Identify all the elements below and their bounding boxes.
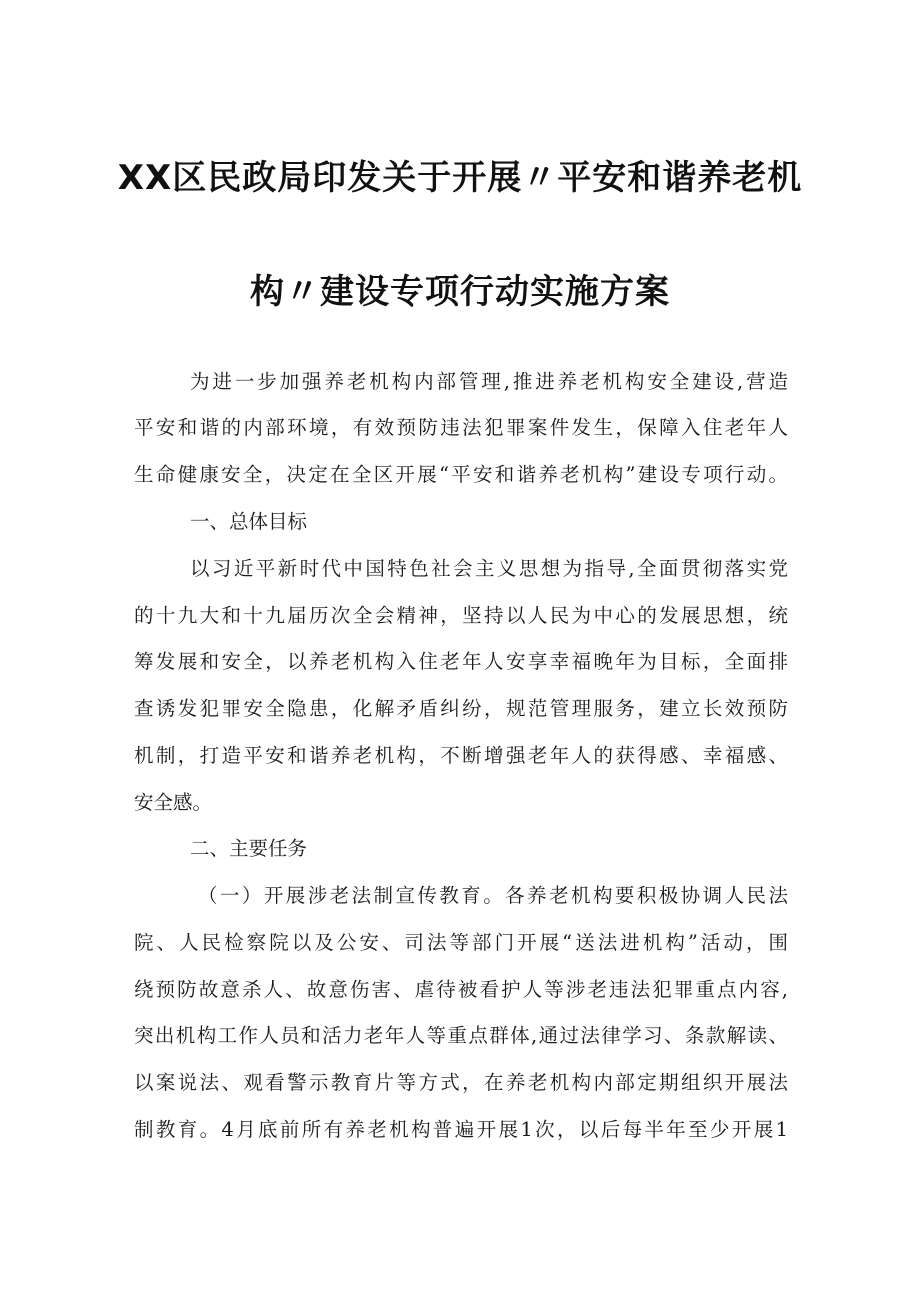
task-1-line: 绕预防故意杀人、故意伤害、虐待被看护人等涉老违法犯罪重点内容, — [134, 978, 788, 1001]
task-1-line: 院、人民检察院以及公安、司法等部门开展“送法进机构”活动，围 — [134, 931, 788, 954]
goals-line: 安全感。 — [134, 791, 213, 814]
goals-line: 筹发展和安全，以养老机构入住老年人安享幸福晚年为目标，全面排 — [134, 650, 788, 673]
section-heading-goals: 一、总体目标 — [190, 510, 308, 533]
section-heading-tasks: 二、主要任务 — [190, 837, 308, 860]
intro-line: 生命健康安全，决定在全区开展“平安和谐养老机构”建设专项行动。 — [134, 463, 788, 486]
task-1-line: 突出机构工作人员和活力老年人等重点群体,通过法律学习、条款解读、 — [134, 1024, 788, 1047]
task-1-line: （一）开展涉老法制宣传教育。各养老机构要积极协调人民法 — [198, 884, 788, 907]
intro-line: 平安和谐的内部环境，有效预防违法犯罪案件发生，保障入住老年人 — [134, 416, 788, 439]
intro-line: 为进一步加强养老机构内部管理,推进养老机构安全建设,营造 — [190, 370, 788, 393]
document-title-line-1: XX区民政局印发关于开展〃平安和谐养老机 — [117, 158, 803, 198]
goals-line: 的十九大和十九届历次全会精神，坚持以人民为中心的发展思想，统 — [134, 604, 788, 627]
goals-line: 以习近平新时代中国特色社会主义思想为指导,全面贯彻落实党 — [190, 557, 788, 580]
task-1-line: 制教育。4月底前所有养老机构普遍开展1次，以后每半年至少开展1 — [134, 1118, 788, 1141]
task-1-line: 以案说法、观看警示教育片等方式，在养老机构内部定期组织开展法 — [134, 1071, 788, 1094]
goals-line: 查诱发犯罪安全隐患，化解矛盾纠纷，规范管理服务，建立长效预防 — [134, 697, 788, 720]
document-title-line-2: 构〃建设专项行动实施方案 — [250, 272, 670, 312]
goals-line: 机制，打造平安和谐养老机构，不断增强老年人的获得感、幸福感、 — [134, 744, 788, 767]
